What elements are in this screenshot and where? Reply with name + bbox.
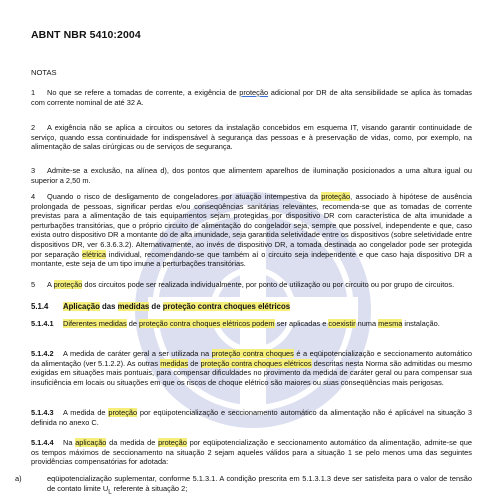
note-3: 3 Admite-se a exclusão, na alínea d), dos pontos que alimentem aparelhos de iluminação posicionados a uma altura igual ou superior a 2,50 m. xyxy=(31,166,472,185)
note-1: 1 No que se refere a tomadas de corrente, a exigência de proteção adicional por DR de alta sensibilidade se aplica às tomadas com corrente nominal de até 32 A. xyxy=(31,88,472,107)
section-5-1-4-2: 5.1.4.2 A medida de caráter geral a ser utilizada na proteção contra choques é a eqüipotencialização e seccionamento automático da alimentação (ver 5.1.2.2). As outras medidas de proteção contra choques elétricos descritas nesta Norma são admitidas ou mesmo exigidas em situações mais pontuais, para compensar dificuldades no provimento da medida de caráter geral ou para compensar sua insuficiência em locais ou situações em que os riscos de choque elétrico são maiores ou suas conseqüências mais perigosas. xyxy=(31,349,473,387)
notes-label: NOTAS xyxy=(31,68,57,77)
section-5-1-4-3: 5.1.4.3 A medida de proteção por eqüipotencialização e seccionamento automático da alimentação não é aplicável na situação 3 definida no anexo C. xyxy=(31,408,472,427)
note-5: 5 A proteção dos circuitos pode ser realizada individualmente, por ponto de utilização ou por circuito ou por grupo de circuitos. xyxy=(31,280,455,289)
note-4: 4 Quando o risco de desligamento de congeladores por atuação intempestiva da proteção, associado à hipótese de ausência prolongada de pessoas, significar perdas e/ou conseqüências sanitárias relevantes, recomenda-se que as tomadas de corrente previstas para a alimentação de tais equipamentos sejam protegidas por dispositivo DR com característica de alta imunidade a perturbações transitórias, que o próprio circuito de alimentação do congelador seja, sempre que possível, independente e que, caso exista outro dispositivo DR a montante do de alta imunidade, seja garantida seletividade entre os dispositivos (sobre seletividade entre dispositivos DR, ver 6.3.6.3.2). Alternativamente, ao invés de dispositivo DR, a tomada destinada ao congelador pode ser protegida por separação elétrica individual, recomendando-se que também aí o circuito seja independente e que caso haja dispositivo DR a montante, este seja de um tipo imune a perturbações transitórias. xyxy=(31,192,472,269)
list-item-a: a) eqüipotencialização suplementar, conforme 5.1.3.1. A condição prescrita em 5.1.3.1.3 deve ser satisfeita para o valor de tensão de contato limite $U_L$ referente à situação 2; xyxy=(15,474,472,496)
section-5-1-4-4: 5.1.4.4 Na aplicação da medida de proteção por eqüipotencialização e seccionamento automático da alimentação, admite-se que os tempos máximos de seccionamento na situação 2 sejam aqueles válidos para a situação 1 se pelo menos uma das seguintes providências compensatórias for adotada: xyxy=(31,438,472,467)
section-5-1-4-title: 5.1.4 Aplicação das medidas de proteção contra choques elétricos xyxy=(31,302,291,311)
note-2: 2 A exigência não se aplica a circuitos ou setores da instalação concebidos em esquema IT, visando garantir continuidade de serviço, quando essa continuidade for indispensável à segurança das pessoas e à preservação de vidas, como, por exemplo, na alimentação de salas cirúrgicas ou de serviços de segurança. xyxy=(31,123,472,152)
section-5-1-4-1: 5.1.4.1 Diferentes medidas de proteção contra choques elétricos podem ser aplicadas e coexistir numa mesma instalação. xyxy=(31,319,440,328)
document-header: ABNT NBR 5410:2004 xyxy=(31,29,141,41)
